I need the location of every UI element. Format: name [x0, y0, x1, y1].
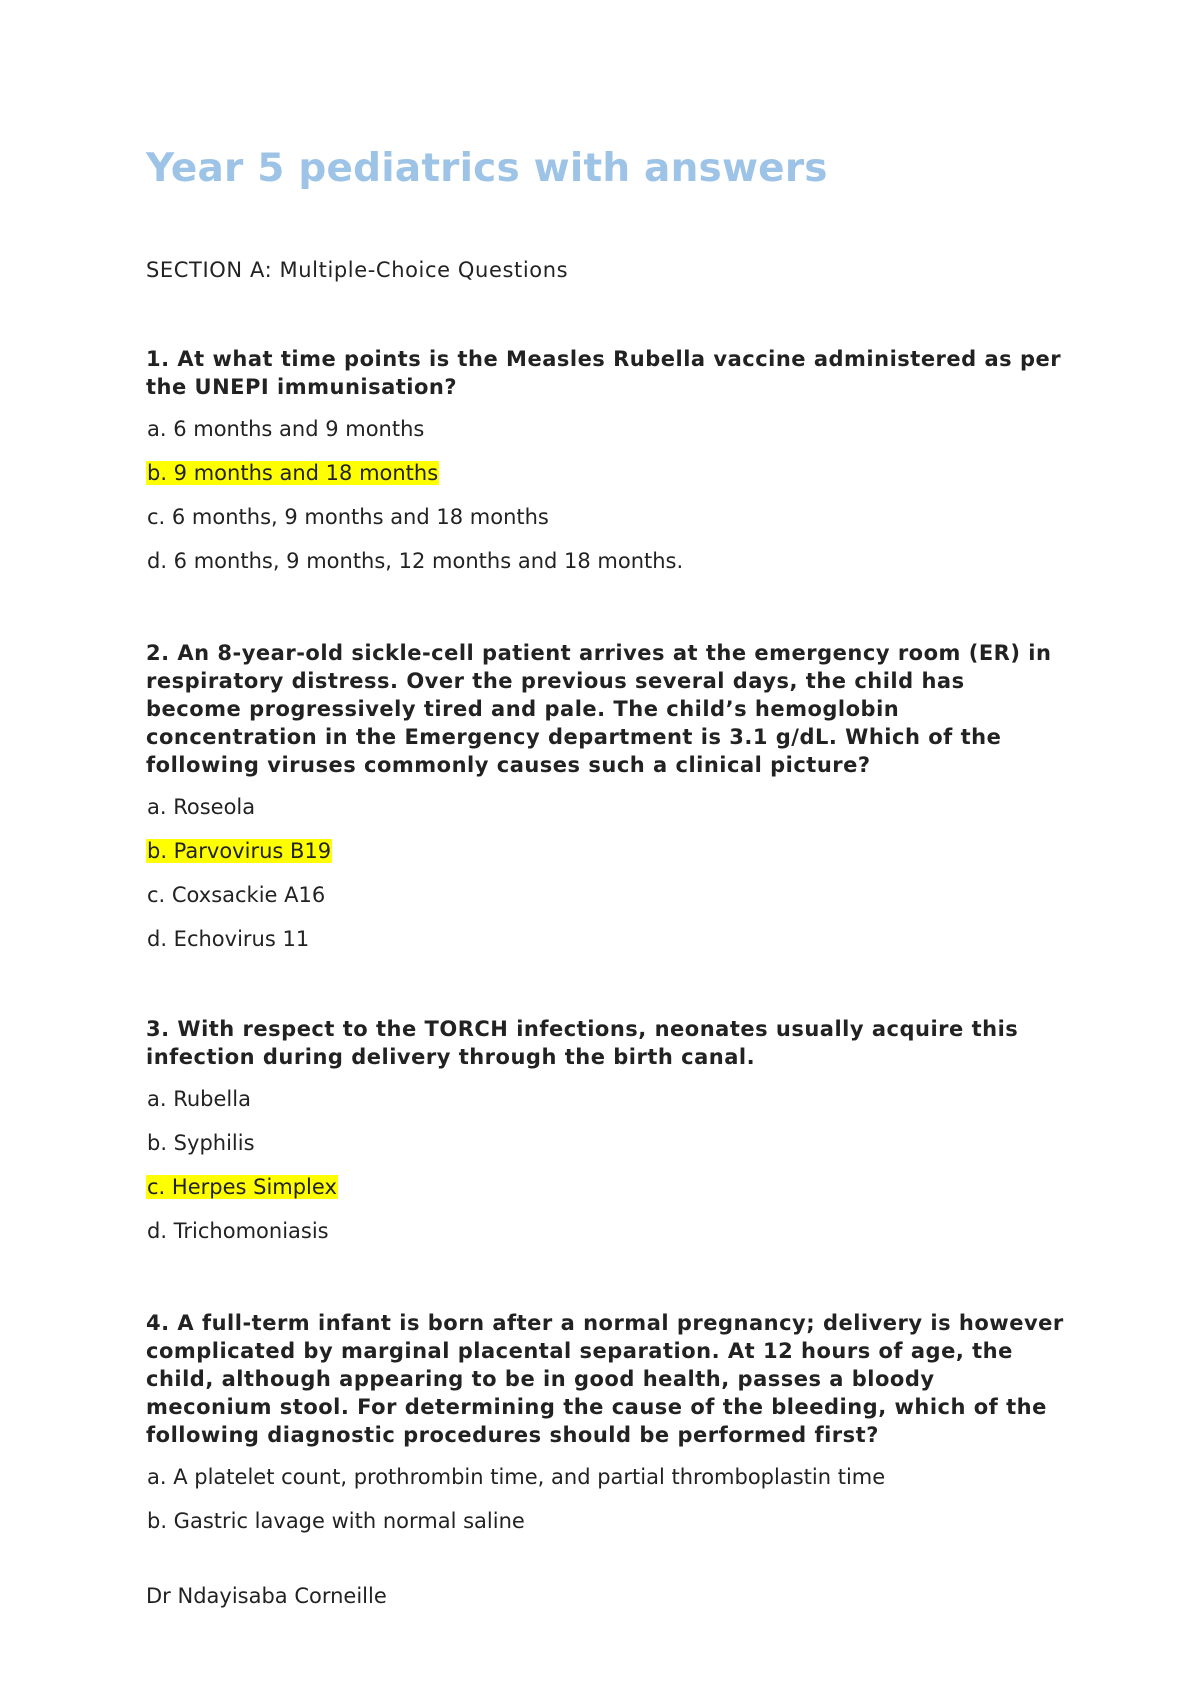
answer-option-a: a. 6 months and 9 months	[147, 417, 425, 441]
answer-option-d: d. Trichomoniasis	[147, 1219, 329, 1243]
question-text: 1. At what time points is the Measles Rubella vaccine administered as per the UNEPI immunisation?	[146, 347, 1062, 399]
question-4	[146, 1309, 1066, 1551]
answer-option-a: a. Roseola	[147, 795, 256, 819]
answer-option-b: b. Gastric lavage with normal saline	[147, 1509, 525, 1533]
answer-option-a: a. A platelet count, prothrombin time, and partial thromboplastin time	[147, 1465, 886, 1489]
question-2	[146, 639, 1066, 969]
document-title: Year 5 pediatrics with answers	[146, 146, 828, 191]
question-text: 3. With respect to the TORCH infections, neonates usually acquire this infection during delivery through the birth canal.	[146, 1017, 1019, 1069]
answer-option-b-highlighted: b. Parvovirus B19	[147, 839, 332, 863]
answer-option-d: d. 6 months, 9 months, 12 months and 18 months.	[147, 549, 684, 573]
page-footer: Dr Ndayisaba Corneille	[146, 1584, 387, 1608]
question-text: 4. A full-term infant is born after a normal pregnancy; delivery is however complicated by marginal placental separation. At 12 hours of age, the child, although appearing to be in good health, passes a bloody meconium stool. For determining the cause of the bleeding, which of the following diagnostic procedures should be performed first?	[146, 1311, 1064, 1447]
answer-option-b-highlighted: b. 9 months and 18 months	[147, 461, 439, 485]
question-3	[146, 1015, 1066, 1261]
section-heading: SECTION A: Multiple-Choice Questions	[146, 258, 569, 282]
question-text: 2. An 8-year-old sickle-cell patient arrives at the emergency room (ER) in respiratory distress. Over the previous several days, the child has become progressively tired and pale. The child’s hemoglobin concentration in the Emergency department is 3.1 g/dL. Which of the following viruses commonly causes such a clinical picture?	[146, 641, 1052, 777]
answer-option-c-highlighted: c. Herpes Simplex	[147, 1175, 337, 1199]
answer-option-c: c. Coxsackie A16	[147, 883, 326, 907]
answer-option-c: c. 6 months, 9 months and 18 months	[147, 505, 549, 529]
answer-option-b: b. Syphilis	[147, 1131, 255, 1155]
answer-option-a: a. Rubella	[147, 1087, 251, 1111]
answer-option-d: d. Echovirus 11	[147, 927, 310, 951]
question-1	[146, 345, 1066, 591]
